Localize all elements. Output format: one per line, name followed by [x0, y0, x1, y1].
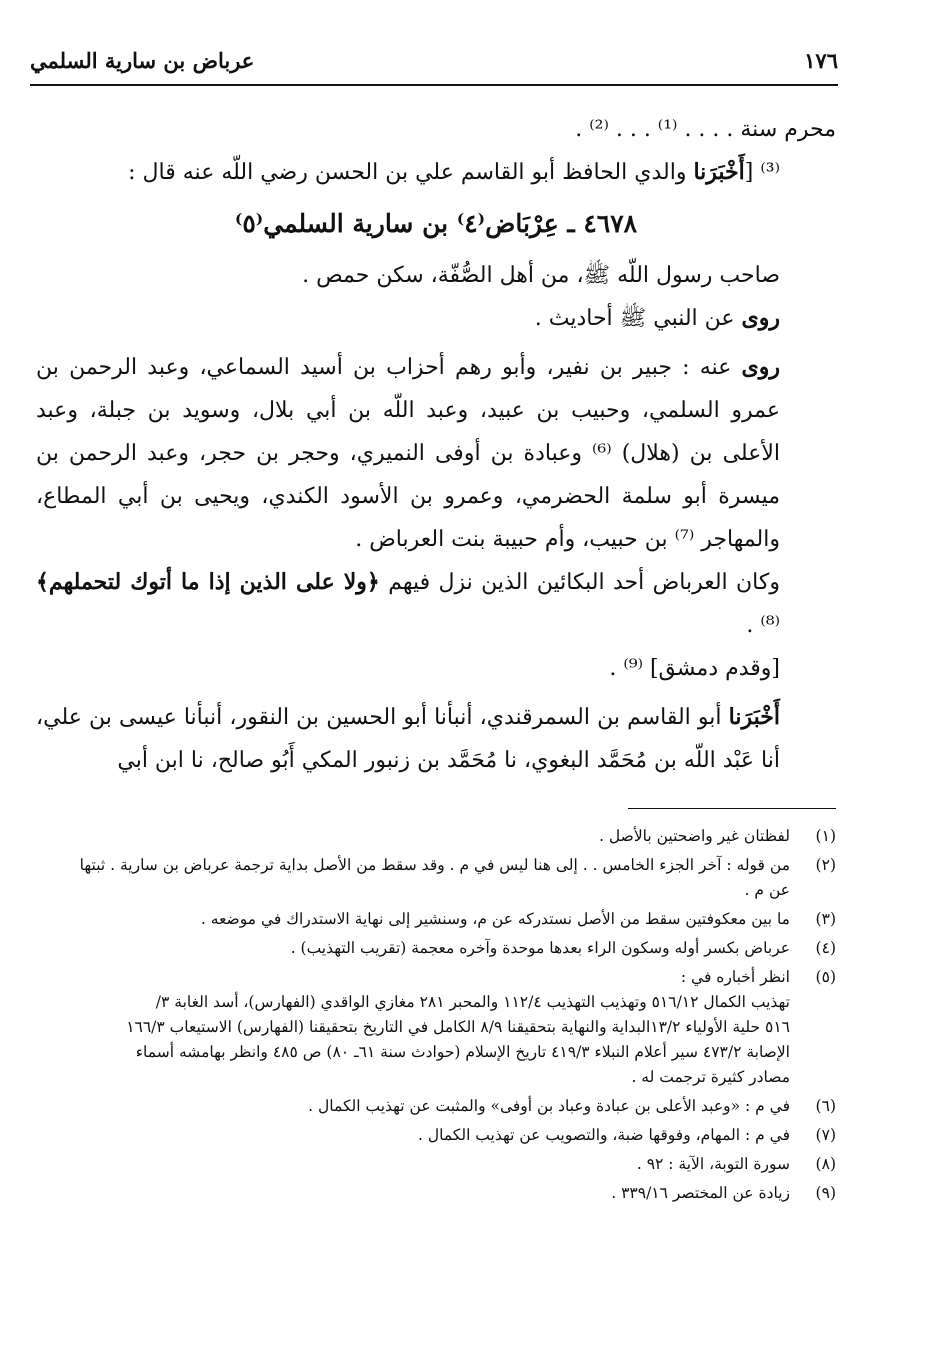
- text-line-rawa-an: [36, 297, 836, 340]
- footnote-text: [36, 853, 790, 903]
- page-header: [30, 48, 838, 82]
- footnote-line: الإصابة ٤٧٣/٢ سير أعلام النبلاء ٤١٩/٣ تاريخ الإسلام (حوادث سنة ٦١ـ ٨٠) ص ٤٨٥ وانظر بهامشه أسماء: [135, 1043, 790, 1061]
- footnote-line: عرباض بكسر أوله وسكون الراء بعدها موحدة وآخره معجمة (تقريب التهذيب) .: [290, 939, 790, 957]
- paragraph-narrators: [36, 346, 836, 561]
- footnote-line: في م : المهام، وفوقها ضبة، والتصويب عن تهذيب الكمال .: [417, 1126, 790, 1144]
- text-fragment: عن النبي ﷺ أحاديث .: [534, 306, 742, 331]
- footnote-line: عن م .: [744, 881, 790, 899]
- footnotes: [36, 824, 836, 1210]
- footnote-line: زيادة عن المختصر ٣٣٩/١٦ .: [611, 1184, 790, 1202]
- footnote-number: (٤): [815, 939, 836, 957]
- text-fragment: والدي الحافظ أبو القاسم علي بن الحسن رضي اللّه عنه قال :: [128, 160, 694, 185]
- footnote-number: (٥): [815, 968, 836, 986]
- footnote-number: (٦): [815, 1097, 836, 1115]
- footnote-number: (٩): [815, 1184, 836, 1202]
- paragraph-isnad: [36, 696, 836, 782]
- footnote-text: [36, 907, 790, 932]
- footnote: [36, 1123, 836, 1148]
- footnote-separator: [628, 808, 836, 809]
- footnote: [36, 1181, 836, 1206]
- footnote: [36, 907, 836, 932]
- keyword-rawa: روى: [741, 305, 780, 331]
- main-text: [36, 108, 836, 782]
- footnote-text: [36, 1123, 790, 1148]
- footnote-marker: ⁽³⁾ [: [744, 160, 780, 185]
- footnote-text: [36, 1152, 790, 1177]
- entry-heading: ٤٦٧٨ ـ عِرْبَاض⁽٤⁾ بن سارية السلمي⁽٥⁾: [234, 209, 638, 238]
- footnote-text: [36, 936, 790, 961]
- footnote-line: لفظتان غير واضحتين بالأصل .: [599, 827, 790, 845]
- text-fragment: أبو القاسم بن السمرقندي، أنبأنا أبو الحسين بن النقور، أنبأنا عيسى بن علي، أنا عَبْد اللّه بن مُحَمَّد البغوي، نا مُحَمَّد بن زنبور المكي أَبُو صالح، نا ابن أبي: [36, 705, 780, 773]
- footnote-text: [36, 824, 790, 849]
- text-fragment: وكان العرباض أحد البكائين الذين نزل فيهم: [379, 570, 780, 595]
- footnote-line: مصادر كثيرة ترجمت له .: [631, 1068, 790, 1086]
- footnote-line: في م : «وعبد الأعلى بن عبادة وعباد بن أوفى» والمثبت عن تهذيب الكمال .: [308, 1097, 790, 1115]
- keyword-akhbarana: أَخْبَرَنا: [693, 159, 745, 185]
- footnote-text: [36, 965, 790, 1090]
- page-number: ١٧٦: [804, 48, 838, 73]
- footnote: [36, 936, 836, 961]
- text-fragment: ⁽⁸⁾ .: [746, 613, 780, 638]
- footnote-number: (٢): [815, 856, 836, 874]
- footnote-line: من قوله : آخر الجزء الخامس . . إلى هنا ليس في م . وقد سقط من الأصل بداية ترجمة عرباض بن سارية . ثبتها: [79, 856, 790, 874]
- footnote: [36, 965, 836, 1090]
- footnote-text: [36, 1181, 790, 1206]
- footnote: [36, 1152, 836, 1177]
- quran-quote: ﴿ولا على الذين إذا ما أتوك لتحملهم﴾: [36, 569, 380, 595]
- footnote-number: (٣): [815, 910, 836, 928]
- footnote: [36, 1094, 836, 1119]
- footnote-number: (٨): [815, 1155, 836, 1173]
- footnote: [36, 824, 836, 849]
- text-line-muharram: محرم سنة . . . . ⁽¹⁾ . . . ⁽²⁾ .: [575, 117, 836, 142]
- paragraph-bakka-in: [36, 561, 836, 647]
- keyword-akhbarana: أَخْبَرَنا: [728, 704, 780, 730]
- footnote-line: سورة التوبة، الآية : ٩٢ .: [636, 1155, 790, 1173]
- text-line-akhbarana: [36, 151, 836, 194]
- keyword-rawa: روى: [741, 354, 780, 380]
- footnote-line: ما بين معكوفتين سقط من الأصل نستدركه عن م، وسنشير إلى نهاية الاستدراك في موضعه .: [200, 910, 790, 928]
- footnote-line: تهذيب الكمال ٥١٦/١٢ وتهذيب التهذيب ١١٢/٤ والمحبر ٢٨١ مغازي الواقدي (الفهارس)، أسد الغابة ٣/: [155, 993, 790, 1011]
- footnote-text: [36, 1094, 790, 1119]
- footnote-number: (٧): [815, 1126, 836, 1144]
- text-line-qadima: [وقدم دمشق] ⁽⁹⁾ .: [609, 656, 780, 681]
- footnote-line: ٥١٦ حلية الأولياء ١٣/٢البداية والنهاية بتحقيقنا ٨/٩ الكامل في التاريخ بتحقيقنا (الفهارس) الاستيعاب ١٦٦/٣: [126, 1018, 790, 1036]
- footnote-number: (١): [815, 827, 836, 845]
- running-title: عرباض بن سارية السلمي: [30, 48, 255, 73]
- text-fragment: عنه : جبير بن نفير، وأبو رهم أحزاب بن أسيد السماعي، وعبد الرحمن بن عمرو السلمي، وحبيب بن عبيد، وعبد اللّه بن أبي بلال، وسويد بن جبلة، وعبد الأعلى بن (هلال) ⁽⁶⁾ وعبادة بن أوفى النميري، وحجر بن حجر، وعبد الرحمن بن ميسرة أبو سلمة الحضرمي، وعمرو بن الأسود الكندي، ويحيى بن أبي المطاع، والمهاجر ⁽⁷⁾ بن حبيب، وأم حبيبة بنت العرباض .: [36, 355, 780, 552]
- footnote-line: انظر أخباره في :: [680, 968, 790, 986]
- footnote: [36, 853, 836, 903]
- text-line-sahib: صاحب رسول اللّه ﷺ، من أهل الصُّفّة، سكن حمص .: [302, 263, 780, 288]
- header-rule: [30, 84, 838, 86]
